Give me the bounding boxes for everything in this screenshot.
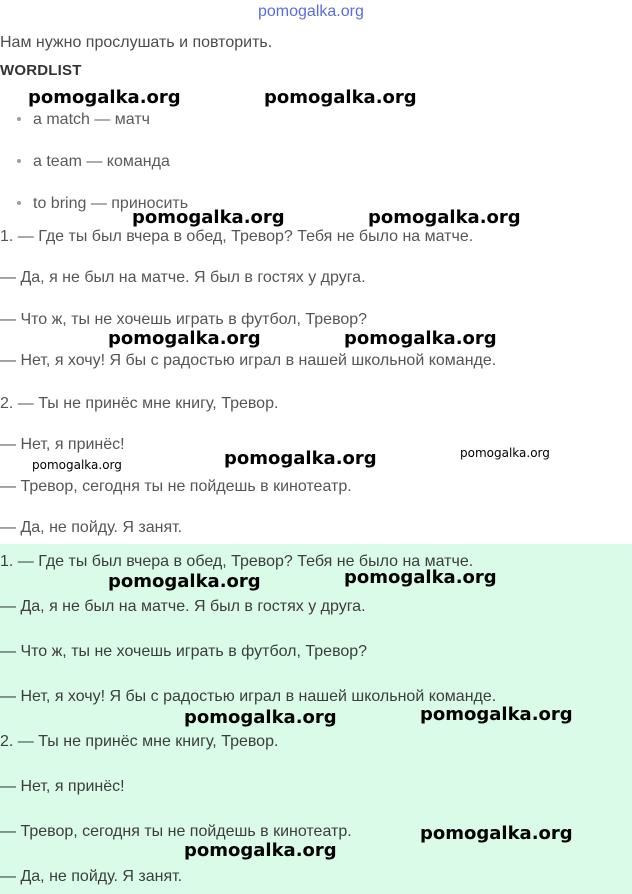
watermark: pomogalka.org (32, 458, 122, 472)
watermark: pomogalka.org (420, 704, 573, 725)
watermark: pomogalka.org (184, 707, 337, 728)
dialogue-line: — Нет, я хочу! Я бы с радостью играл в нашей школьной команде. (0, 352, 497, 369)
watermark: pomogalka.org (368, 207, 521, 228)
intro-text: Нам нужно прослушать и повторить. (0, 34, 273, 51)
dialogue-line: 1. — Где ты был вчера в обед, Тревор? Тебя не было на матче. (0, 228, 474, 245)
watermark: pomogalka.org (420, 823, 573, 844)
wordlist-item: a team — команда (33, 153, 170, 170)
header-watermark: pomogalka.org (258, 3, 364, 20)
watermark: pomogalka.org (460, 446, 550, 460)
watermark: pomogalka.org (224, 448, 377, 469)
bullet-icon (17, 159, 21, 163)
bullet-icon (17, 117, 21, 121)
watermark: pomogalka.org (344, 567, 497, 588)
dialogue-line: — Нет, я принёс! (0, 436, 125, 453)
watermark: pomogalka.org (132, 207, 285, 228)
answer-line: 1. — Где ты был вчера в обед, Тревор? Тебя не было на матче. (0, 553, 474, 570)
answer-line: — Что ж, ты не хочешь играть в футбол, Тревор? (0, 643, 368, 660)
answer-line: — Тревор, сегодня ты не пойдешь в кинотеатр. (0, 823, 352, 840)
dialogue-line: — Тревор, сегодня ты не пойдешь в кинотеатр. (0, 478, 352, 495)
answer-line: 2. — Ты не принёс мне книгу, Тревор. (0, 733, 279, 750)
watermark: pomogalka.org (344, 328, 497, 349)
watermark: pomogalka.org (264, 87, 417, 108)
watermark: pomogalka.org (108, 328, 261, 349)
answer-line: — Да, я не был на матче. Я был в гостях у друга. (0, 598, 366, 615)
watermark: pomogalka.org (108, 571, 261, 592)
dialogue-line: — Что ж, ты не хочешь играть в футбол, Тревор? (0, 311, 368, 328)
wordlist-title: WORDLIST (0, 62, 82, 79)
watermark: pomogalka.org (184, 840, 337, 861)
bullet-icon (17, 201, 21, 205)
answer-line: — Нет, я хочу! Я бы с радостью играл в нашей школьной команде. (0, 688, 497, 705)
answer-line: — Да, не пойду. Я занят. (0, 868, 183, 885)
wordlist-item: to bring — приносить (33, 195, 189, 212)
wordlist-item: a match — матч (33, 111, 151, 128)
watermark: pomogalka.org (28, 87, 181, 108)
dialogue-line: 2. — Ты не принёс мне книгу, Тревор. (0, 395, 279, 412)
answer-line: — Нет, я принёс! (0, 778, 125, 795)
dialogue-line: — Да, я не был на матче. Я был в гостях у друга. (0, 269, 366, 286)
dialogue-line: — Да, не пойду. Я занят. (0, 519, 183, 536)
